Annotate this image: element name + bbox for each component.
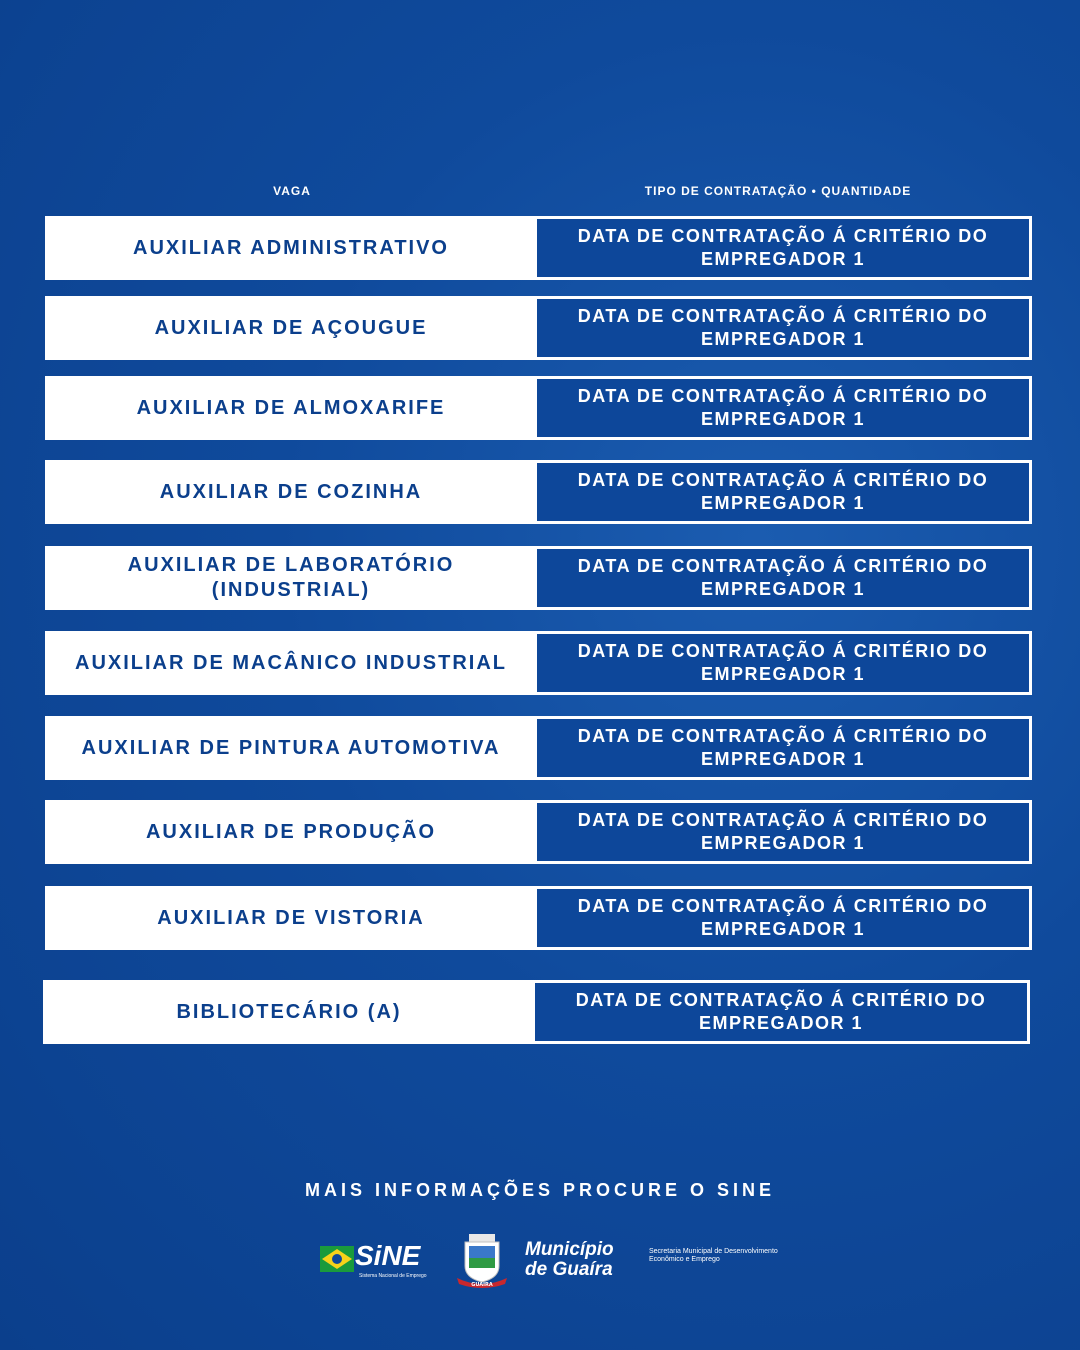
municipio-line2: de Guaíra: [525, 1259, 613, 1280]
tipo-cell: DATA DE CONTRATAÇÃO Á CRITÉRIO DO EMPREGADOR 1: [534, 376, 1032, 440]
vaga-cell: AUXILIAR DE VISTORIA: [45, 886, 537, 950]
vaga-cell: BIBLIOTECÁRIO (A): [43, 980, 535, 1044]
vaga-cell: AUXILIAR DE AÇOUGUE: [45, 296, 537, 360]
table-header: [0, 184, 1080, 204]
municipal-crest-icon: [453, 1232, 511, 1290]
tipo-cell: DATA DE CONTRATAÇÃO Á CRITÉRIO DO EMPREGADOR 1: [534, 716, 1032, 780]
tipo-cell: DATA DE CONTRATAÇÃO Á CRITÉRIO DO EMPREGADOR 1: [534, 886, 1032, 950]
more-info-text: MAIS INFORMAÇÕES PROCURE O SINE: [304, 1180, 776, 1200]
table-row: [45, 296, 1021, 360]
vaga-cell: AUXILIAR DE ALMOXARIFE: [45, 376, 537, 440]
tipo-cell: DATA DE CONTRATAÇÃO Á CRITÉRIO DO EMPREGADOR 1: [532, 980, 1030, 1044]
table-row: [45, 546, 1021, 610]
crest-ribbon-text: GUAIRA: [471, 1282, 493, 1288]
secretaria-text: Secretaria Municipal de Desenvolvimento Econômico e Emprego: [649, 1248, 778, 1263]
table-row: [45, 631, 1021, 695]
column-header-vaga: VAGA: [273, 184, 311, 198]
sine-wordmark: SiNE: [355, 1240, 421, 1271]
sine-subtitle: Sistema Nacional de Emprego: [359, 1273, 427, 1279]
table-row: [45, 886, 1021, 950]
sine-logo: [315, 1240, 430, 1282]
table-row: [45, 716, 1021, 780]
table-row: [45, 460, 1021, 524]
vaga-cell: AUXILIAR ADMINISTRATIVO: [45, 216, 537, 280]
column-header-tipo: TIPO DE CONTRATAÇÃO • QUANTIDADE: [644, 184, 912, 198]
table-row: [45, 376, 1021, 440]
municipio-line1: Município: [525, 1239, 614, 1260]
tipo-cell: DATA DE CONTRATAÇÃO Á CRITÉRIO DO EMPREGADOR 1: [534, 631, 1032, 695]
table-row: [45, 216, 1021, 280]
footer-logos: [315, 1230, 778, 1290]
municipio-name: [525, 1240, 614, 1280]
tipo-cell: DATA DE CONTRATAÇÃO Á CRITÉRIO DO EMPREGADOR 1: [534, 460, 1032, 524]
tipo-cell: DATA DE CONTRATAÇÃO Á CRITÉRIO DO EMPREGADOR 1: [534, 546, 1032, 610]
table-row: [45, 800, 1021, 864]
tipo-cell: DATA DE CONTRATAÇÃO Á CRITÉRIO DO EMPREGADOR 1: [534, 800, 1032, 864]
vaga-cell: AUXILIAR DE LABORATÓRIO (INDUSTRIAL): [45, 546, 537, 610]
sine-flag-icon: [318, 1242, 356, 1276]
vaga-cell: AUXILIAR DE PINTURA AUTOMOTIVA: [45, 716, 537, 780]
vaga-cell: AUXILIAR DE PRODUÇÃO: [45, 800, 537, 864]
vaga-cell: AUXILIAR DE COZINHA: [45, 460, 537, 524]
tipo-cell: DATA DE CONTRATAÇÃO Á CRITÉRIO DO EMPREGADOR 1: [534, 296, 1032, 360]
tipo-cell: DATA DE CONTRATAÇÃO Á CRITÉRIO DO EMPREGADOR 1: [534, 216, 1032, 280]
table-row: [43, 980, 1019, 1044]
vaga-cell: AUXILIAR DE MACÂNICO INDUSTRIAL: [45, 631, 537, 695]
